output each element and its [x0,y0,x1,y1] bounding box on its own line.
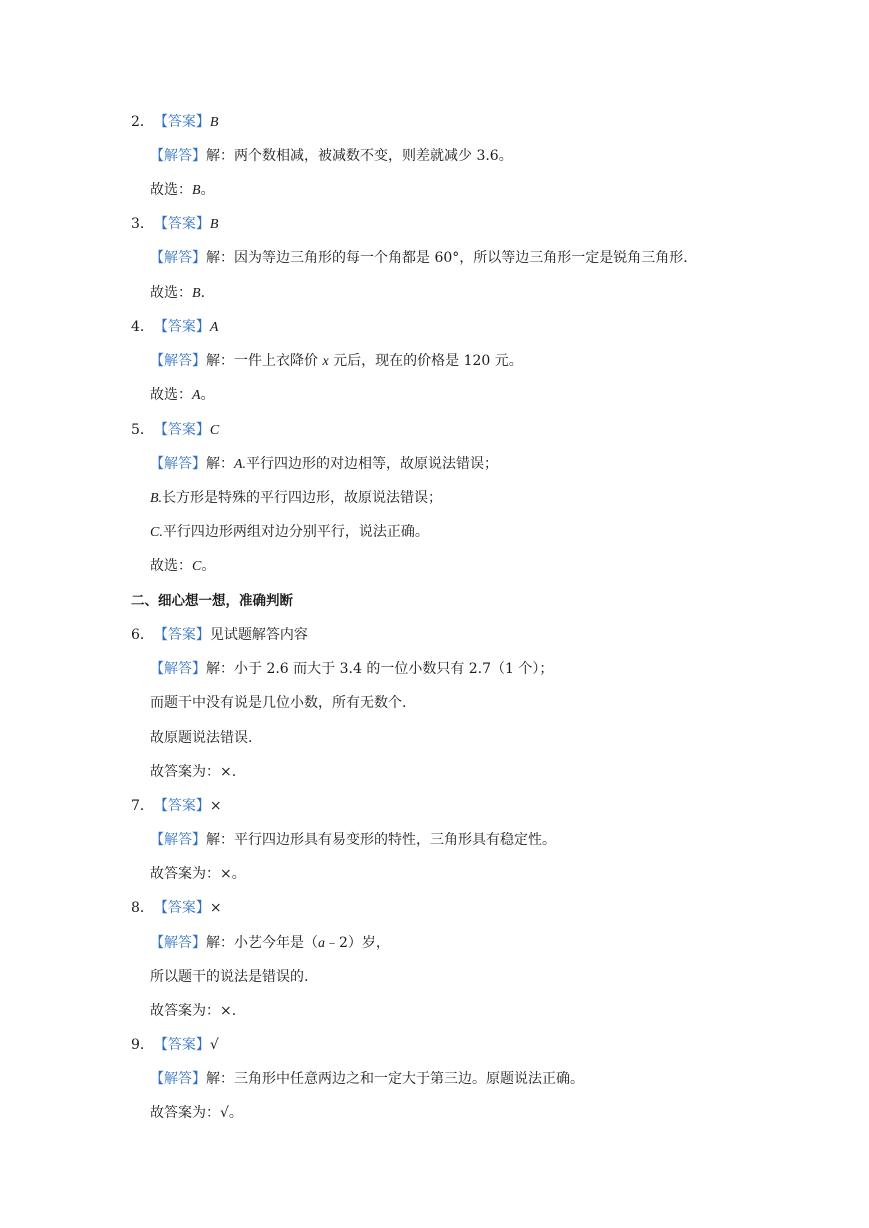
final-value: B [192,183,201,198]
section-heading: 二、细心想一想，准确判断 [131,593,293,609]
q4-analysis-line [150,351,523,372]
q9-final-line: 故答案为：√。 [150,1105,243,1121]
q9-analysis-line [150,1069,584,1089]
answer-tag: 【答案】 [153,319,210,335]
q7-analysis-line [150,830,556,850]
question-number: 5． [131,422,154,438]
final-suffix: . [200,285,206,301]
option-b-label: B. [150,491,163,506]
final-prefix: 故选： [150,285,192,301]
analysis-text: 解：因为等边三角形的每一个角都是 60°，所以等边三角形一定是锐角三角形. [206,250,688,266]
q4-final-line [150,385,215,406]
q8-analysis-line [150,933,390,954]
answer-value: C [209,423,220,438]
question-number: 8． [131,900,154,916]
analysis-text: 解：三角形中任意两边之和一定大于第三边。原题说法正确。 [206,1071,584,1087]
q3-analysis-line [150,248,688,268]
q5-option-c-line [150,522,429,543]
question-number: 6． [131,627,154,643]
final-suffix: 。 [201,558,216,574]
q6-line3: 故原题说法错误. [150,730,253,746]
analysis-tag: 【解答】 [150,1071,206,1087]
final-suffix: 。 [200,387,215,403]
answer-value: B [209,115,219,130]
answer-tag: 【答案】 [153,1037,210,1053]
q6-final-line: 故答案为：×. [150,764,237,780]
option-c-text: 平行四边形两组对边分别平行，说法正确。 [162,524,429,540]
answer-tag: 【答案】 [153,422,210,438]
option-a-text: 平行四边形的对边相等，故原说法错误； [246,456,499,472]
analysis-tag: 【解答】 [150,353,206,369]
question-number: 7． [131,798,154,814]
final-value: C [192,559,202,574]
q8-line2: 所以题干的说法是错误的. [150,969,309,985]
final-prefix: 故选： [150,182,192,198]
question-number: 3． [131,216,154,232]
answer-value: √ [209,1037,219,1053]
final-prefix: 故选： [150,387,192,403]
answer-value: A [209,320,219,335]
analysis-text-cont: 元后，现在的价格是 120 元。 [328,353,523,369]
answer-value: B [209,217,219,232]
question-number: 9． [131,1037,154,1053]
final-suffix: 。 [200,182,215,198]
analysis-tag: 【解答】 [150,832,206,848]
analysis-text: 解：两个数相减，被减数不变，则差就减少 3.6。 [206,148,513,164]
answer-tag: 【答案】 [153,114,210,130]
variable-x: x [322,354,329,369]
analysis-text: 解：一件上衣降价 [206,353,323,369]
final-prefix: 故选： [150,558,192,574]
q2-analysis-line [150,146,513,166]
analysis-tag: 【解答】 [150,250,206,266]
q8-answer-line [131,898,222,918]
option-b-text: 长方形是特殊的平行四边形，故原说法错误； [162,490,443,506]
analysis-tag: 【解答】 [150,456,206,472]
option-c-label: C. [150,525,163,540]
q4-answer-line [131,317,218,338]
analysis-tag: 【解答】 [150,935,206,951]
question-number: 4． [131,319,154,335]
q7-answer-line [131,796,222,816]
analysis-text: 解：平行四边形具有易变形的特性，三角形具有稳定性。 [206,832,556,848]
analysis-tag: 【解答】 [150,661,206,677]
q3-final-line [150,283,205,304]
analysis-text: 解：小于 2.6 而大于 3.4 的一位小数只有 2.7（1 个）； [206,661,554,677]
q6-answer-line [131,625,308,645]
answer-value: × [209,900,222,916]
q5-answer-line [131,420,219,441]
answer-tag: 【答案】 [153,798,210,814]
variable-a: a [318,936,325,951]
q7-final-line: 故答案为：×。 [150,866,246,882]
answer-value: 见试题解答内容 [209,627,308,643]
question-number: 2． [131,114,154,130]
final-value: B [192,286,201,301]
analysis-text-cont: ﹣2）岁， [325,935,390,951]
answer-tag: 【答案】 [153,900,210,916]
answer-tag: 【答案】 [153,216,210,232]
q9-answer-line [131,1035,219,1055]
analysis-tag: 【解答】 [150,148,206,164]
q2-answer-line [131,112,218,133]
q5-final-line [150,556,215,577]
q2-final-line [150,180,215,201]
option-a-label: A. [234,457,247,472]
final-value: A [192,388,201,403]
answer-value: × [209,798,222,814]
q5-option-b-line [150,488,442,509]
q5-analysis-line [150,454,498,475]
answer-tag: 【答案】 [153,627,210,643]
analysis-text: 解：小艺今年是（ [206,935,318,951]
q8-final-line: 故答案为：×. [150,1003,237,1019]
q3-answer-line [131,214,218,235]
q6-line2: 而题干中没有说是几位小数，所有无数个. [150,695,407,711]
analysis-text: 解： [206,456,234,472]
q6-analysis-line [150,659,553,679]
